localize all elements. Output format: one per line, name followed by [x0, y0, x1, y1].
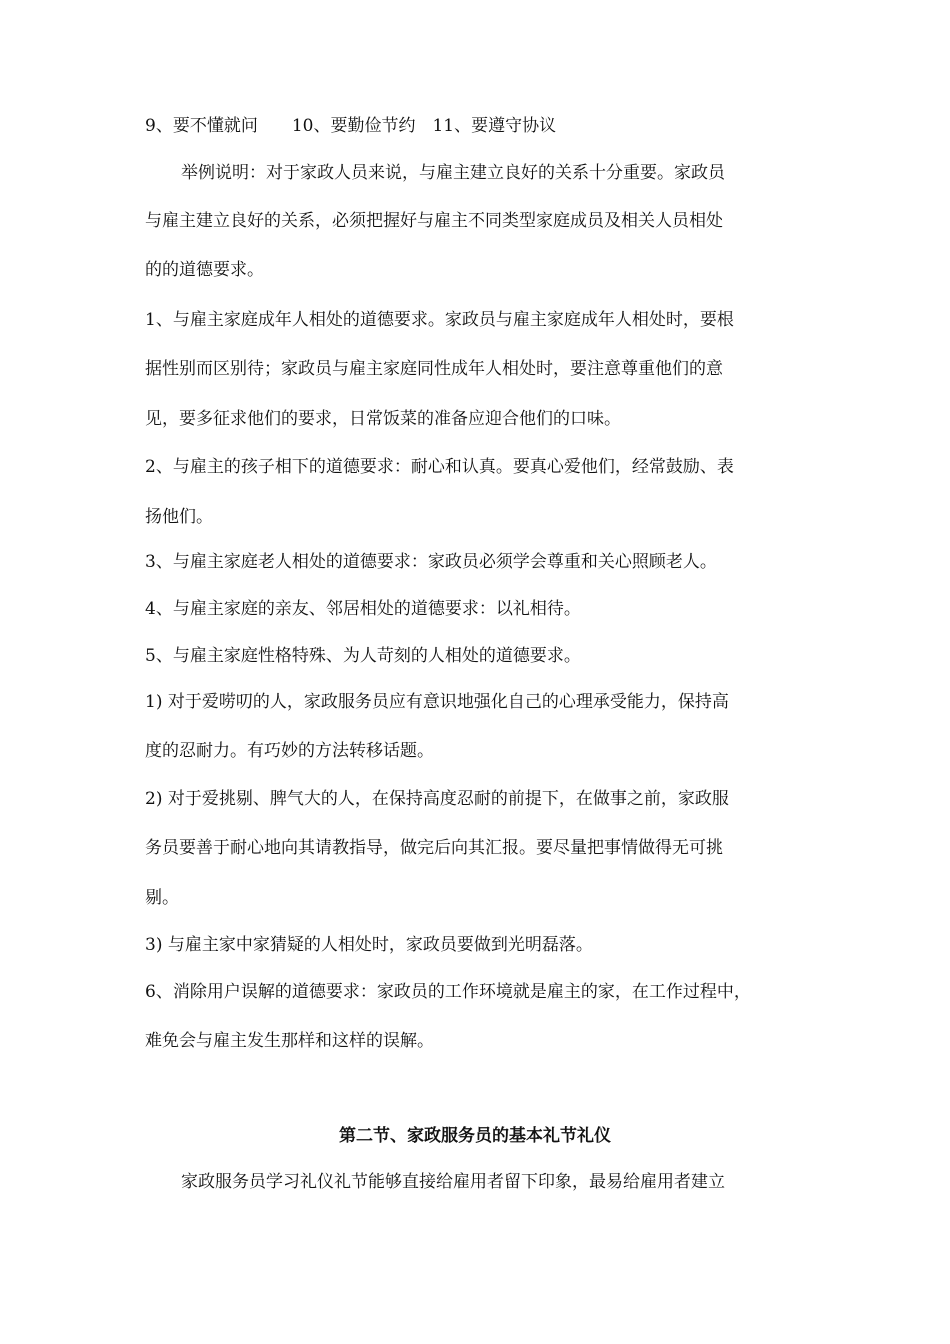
text-line: 难免会与雇主发生那样和这样的误解。 [145, 1031, 434, 1051]
text-line: 务员要善于耐心地向其请教指导，做完后向其汇报。要尽量把事情做得无可挑 [145, 838, 723, 858]
text-line: 1、与雇主家庭成年人相处的道德要求。家政员与雇主家庭成年人相处时，要根 [145, 310, 734, 330]
text-line: 4、与雇主家庭的亲友、邻居相处的道德要求：以礼相待。 [145, 599, 581, 619]
text-line: 2) 对于爱挑剔、脾气大的人，在保持高度忍耐的前提下，在做事之前，家政服 [145, 789, 729, 809]
text-line: 举例说明：对于家政人员来说，与雇主建立良好的关系十分重要。家政员 [181, 163, 725, 183]
section-heading: 第二节、家政服务员的基本礼节礼仪 [339, 1126, 611, 1146]
text-line: 6、消除用户误解的道德要求：家政员的工作环境就是雇主的家，在工作过程中， [145, 982, 751, 1002]
text-line: 3、与雇主家庭老人相处的道德要求：家政员必须学会尊重和关心照顾老人。 [145, 552, 717, 572]
text-line: 的的道德要求。 [145, 260, 264, 280]
text-line: 5、与雇主家庭性格特殊、为人苛刻的人相处的道德要求。 [145, 646, 581, 666]
text-line: 2、与雇主的孩子相下的道德要求：耐心和认真。要真心爱他们，经常鼓励、表 [145, 457, 734, 477]
text-line: 扬他们。 [145, 507, 213, 527]
text-line: 9、要不懂就问 10、要勤俭节约 11、要遵守协议 [145, 116, 557, 136]
text-line: 度的忍耐力。有巧妙的方法转移话题。 [145, 741, 434, 761]
text-line: 见，要多征求他们的要求，日常饭菜的准备应迎合他们的口味。 [145, 409, 621, 429]
text-line: 1) 对于爱唠叨的人，家政服务员应有意识地强化自己的心理承受能力，保持高 [145, 692, 729, 712]
text-line: 剔。 [145, 888, 179, 908]
section-intro: 家政服务员学习礼仪礼节能够直接给雇用者留下印象，最易给雇用者建立 [181, 1172, 725, 1192]
text-line: 据性别而区别待；家政员与雇主家庭同性成年人相处时，要注意尊重他们的意 [145, 359, 723, 379]
text-line: 3) 与雇主家中家猜疑的人相处时，家政员要做到光明磊落。 [145, 935, 593, 955]
text-line: 与雇主建立良好的关系，必须把握好与雇主不同类型家庭成员及相关人员相处 [145, 211, 723, 231]
